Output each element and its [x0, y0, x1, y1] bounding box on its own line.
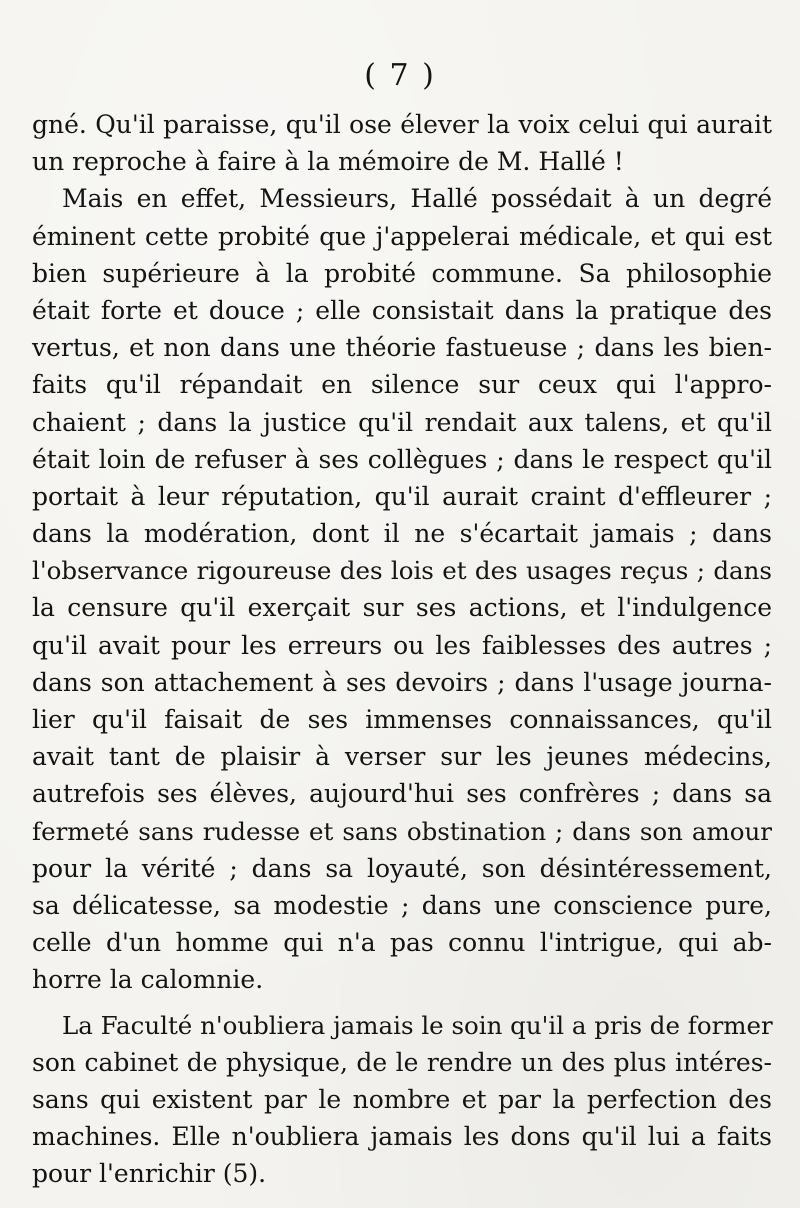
text-line: portait à leur réputation, qu'il aurait craint d'effleurer ; [32, 481, 772, 511]
paragraph-2 [32, 180, 772, 998]
text-line: bien supérieure à la probité commune. Sa philosophie [32, 258, 772, 288]
paragraph-1 [32, 106, 772, 180]
text-line: horre la calomnie. [32, 965, 264, 995]
text-line: celle d'un homme qui n'a pas connu l'intrigue, qui ab- [32, 928, 772, 958]
page-number: ( 7 ) [364, 58, 436, 93]
text-line: fermeté sans rudesse et sans obstination ; dans son amour [32, 816, 772, 846]
text-line: La Faculté n'oubliera jamais le soin qu'il a pris de former [62, 1010, 773, 1040]
text-line: machines. Elle n'oubliera jamais les dons qu'il lui a faits [32, 1122, 772, 1152]
text-line: lier qu'il faisait de ses immenses connaissances, qu'il [32, 705, 772, 734]
text-line: était forte et douce ; elle consistait dans la pratique des [32, 295, 772, 325]
text-line: avait tant de plaisir à verser sur les jeunes médecins, [32, 742, 772, 772]
text-line: son cabinet de physique, de le rendre un des plus intéres- [32, 1047, 772, 1077]
text-line: autrefois ses élèves, aujourd'hui ses confrères ; dans sa [32, 779, 772, 809]
text-line: pour la vérité ; dans sa loyauté, son désintéressement, [32, 853, 772, 883]
paragraph-gap [32, 999, 772, 1007]
text-line: chaient ; dans la justice qu'il rendait aux talens, et qu'il [32, 407, 772, 437]
text-line: sans qui existent par le nombre et par la perfection des [32, 1084, 772, 1114]
text-line: gné. Qu'il paraisse, qu'il ose élever la voix celui qui aurait [32, 110, 772, 139]
text-line: un reproche à faire à la mémoire de M. Hallé ! [32, 147, 624, 177]
text-line: l'observance rigoureuse des lois et des usages reçus ; dans [32, 556, 772, 586]
text-line: pour l'enrichir (5). [32, 1159, 267, 1189]
text-line: éminent cette probité que j'appelerai médicale, et qui est [32, 221, 772, 251]
text-line: sa délicatesse, sa modestie ; dans une conscience pure, [32, 890, 772, 920]
body-text [32, 106, 772, 1192]
text-line: vertus, et non dans une théorie fastueuse ; dans les bien- [32, 333, 772, 363]
text-line: qu'il avait pour les erreurs ou les faiblesses des autres ; [32, 630, 772, 660]
text-line: Mais en effet, Messieurs, Hallé possédait à un degré [62, 184, 772, 214]
text-line: dans la modération, dont il ne s'écartait jamais ; dans [32, 519, 772, 549]
text-line: était loin de refuser à ses collègues ; dans le respect qu'il [32, 444, 772, 474]
paragraph-3 [32, 1007, 772, 1193]
text-line: la censure qu'il exerçait sur ses actions, et l'indulgence [32, 593, 772, 623]
text-line: dans son attachement à ses devoirs ; dans l'usage journa- [32, 667, 772, 697]
text-line: faits qu'il répandait en silence sur ceux qui l'appro- [32, 370, 772, 400]
